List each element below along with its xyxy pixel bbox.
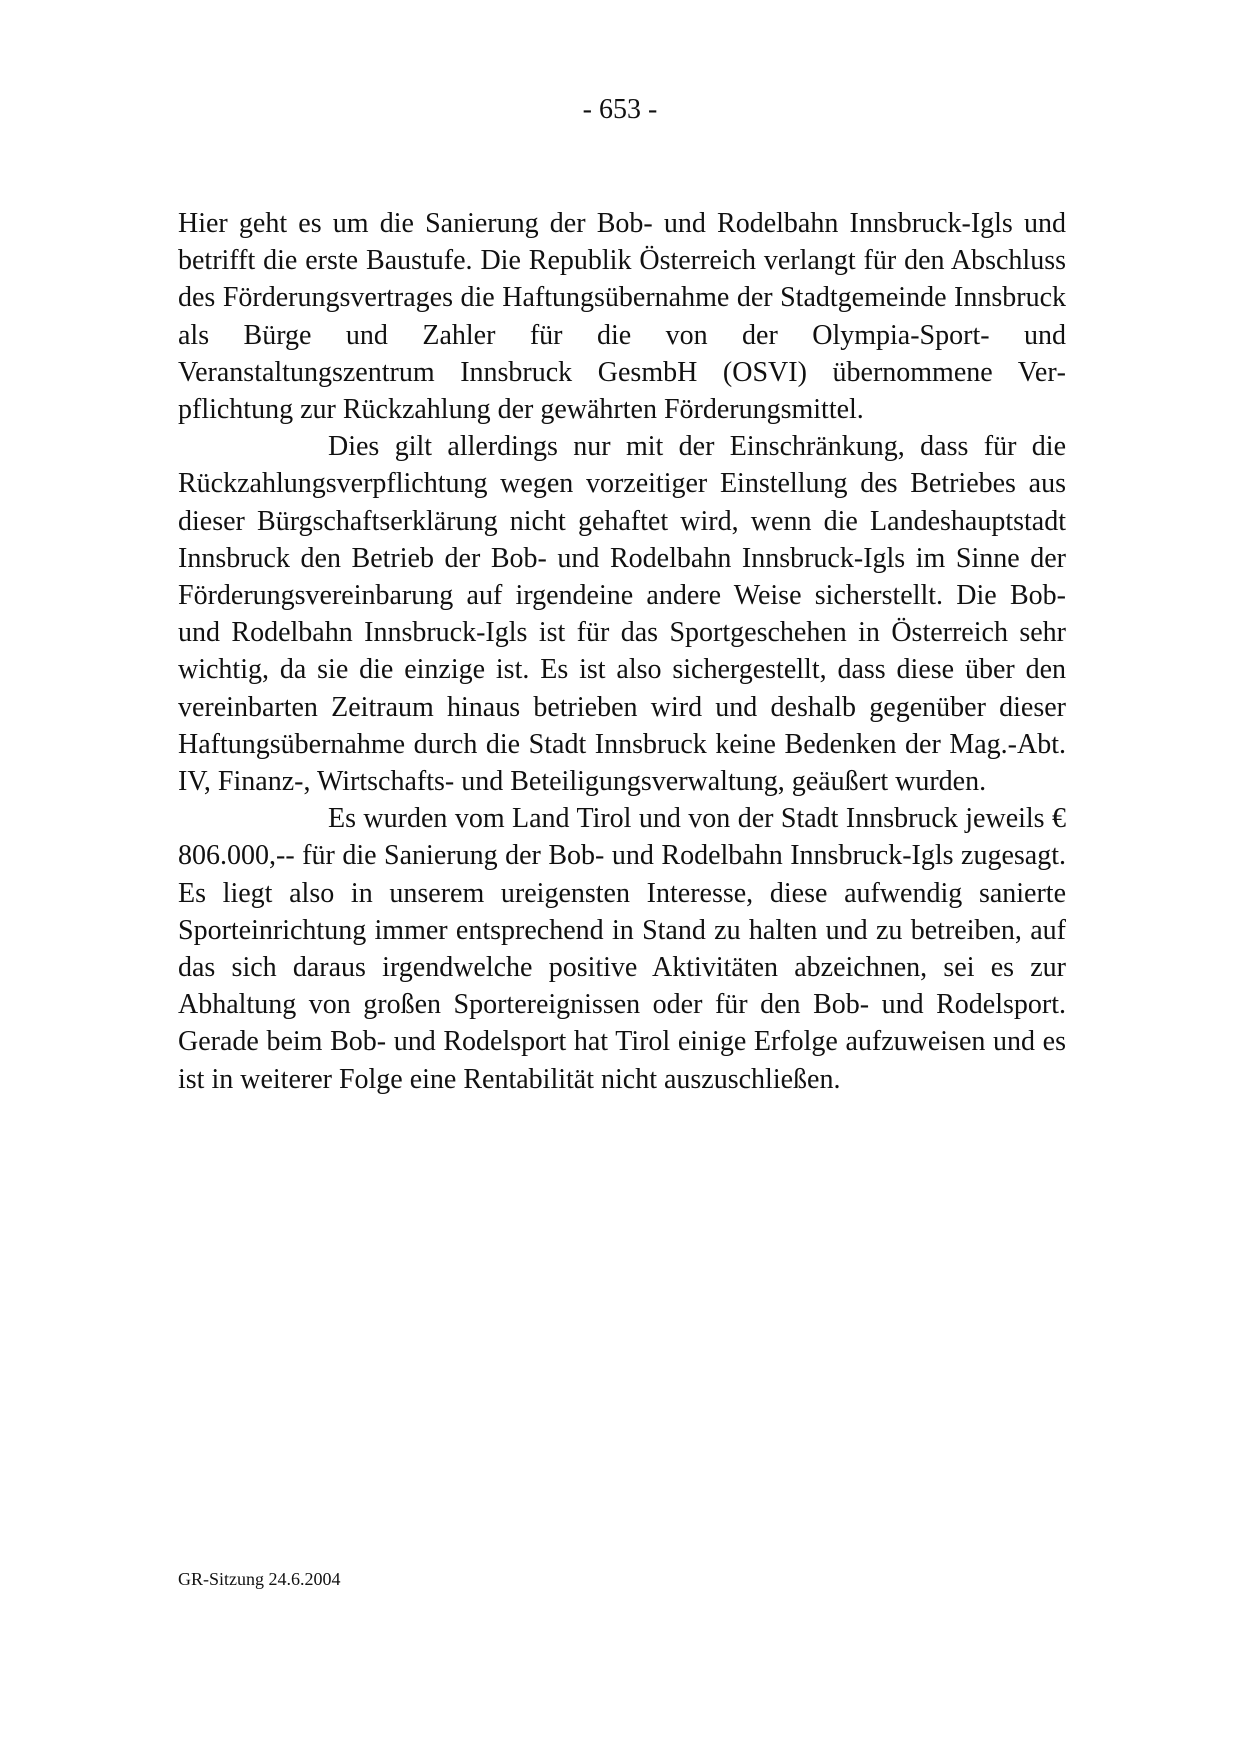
document-body — [178, 205, 1066, 1098]
paragraph-3: Es wurden vom Land Tirol und von der Stadt Innsbruck jeweils € 806.000,-- für die Sanierung der Bob- und Rodelbahn Innsbruck-Igls zugesagt. Es liegt also in unserem ureigensten Interesse, diese aufwendig sanierte Sporteinrichtung immer entsprechend in Stand zu halten und zu betreiben, auf das sich daraus irgendwelche positive Aktivitäten abzeichnen, sei es zur Abhaltung von großen Sportereignissen oder für den Bob- und Rodelsport. Gerade beim Bob- und Rodelsport hat Tirol einige Erfolge aufzuweisen und es ist in weiterer Folge eine Rentabilität nicht auszuschließen. — [178, 803, 1066, 1095]
footer-session-date: GR-Sitzung 24.6.2004 — [178, 1569, 341, 1589]
page-number: - 653 - — [582, 94, 658, 125]
paragraph-1: Hier geht es um die Sanierung der Bob- und Rodelbahn Innsbruck-Igls und betrifft die erste Baustufe. Die Republik Österreich verlangt für den Abschluss des Förderungsvertrages die Haftungsübernahme der Stadtgemeinde Innsbruck als Bürge und Zahler für die von der Olympia-Sport- und Veranstaltungszentrum Innsbruck GesmbH (OSVI) übernommene Verpflichtung zur Rückzahlung der gewährten Förderungsmittel. — [178, 208, 1066, 426]
paragraph-2: Dies gilt allerdings nur mit der Einschränkung, dass für die Rückzahlungsverpflichtung wegen vorzeitiger Einstellung des Betriebes aus dieser Bürgschaftserklärung nicht gehaftet wird, wenn die Landeshauptstadt Innsbruck den Betrieb der Bob- und Rodelbahn Innsbruck-Igls im Sinne der Förderungsvereinbarung auf irgendeine andere Weise sicherstellt. Die Bob- und Rodelbahn Innsbruck-Igls ist für das Sportgeschehen in Österreich sehr wichtig, da sie die einzige ist. Es ist also sichergestellt, dass diese über den vereinbarten Zeitraum hinaus betrieben wird und deshalb gegenüber dieser Haftungsübernahme durch die Stadt Innsbruck keine Bedenken der Mag.-Abt. IV, Finanz-, Wirtschafts- und Beteiligungsverwaltung, geäußert wurden. — [178, 431, 1066, 798]
